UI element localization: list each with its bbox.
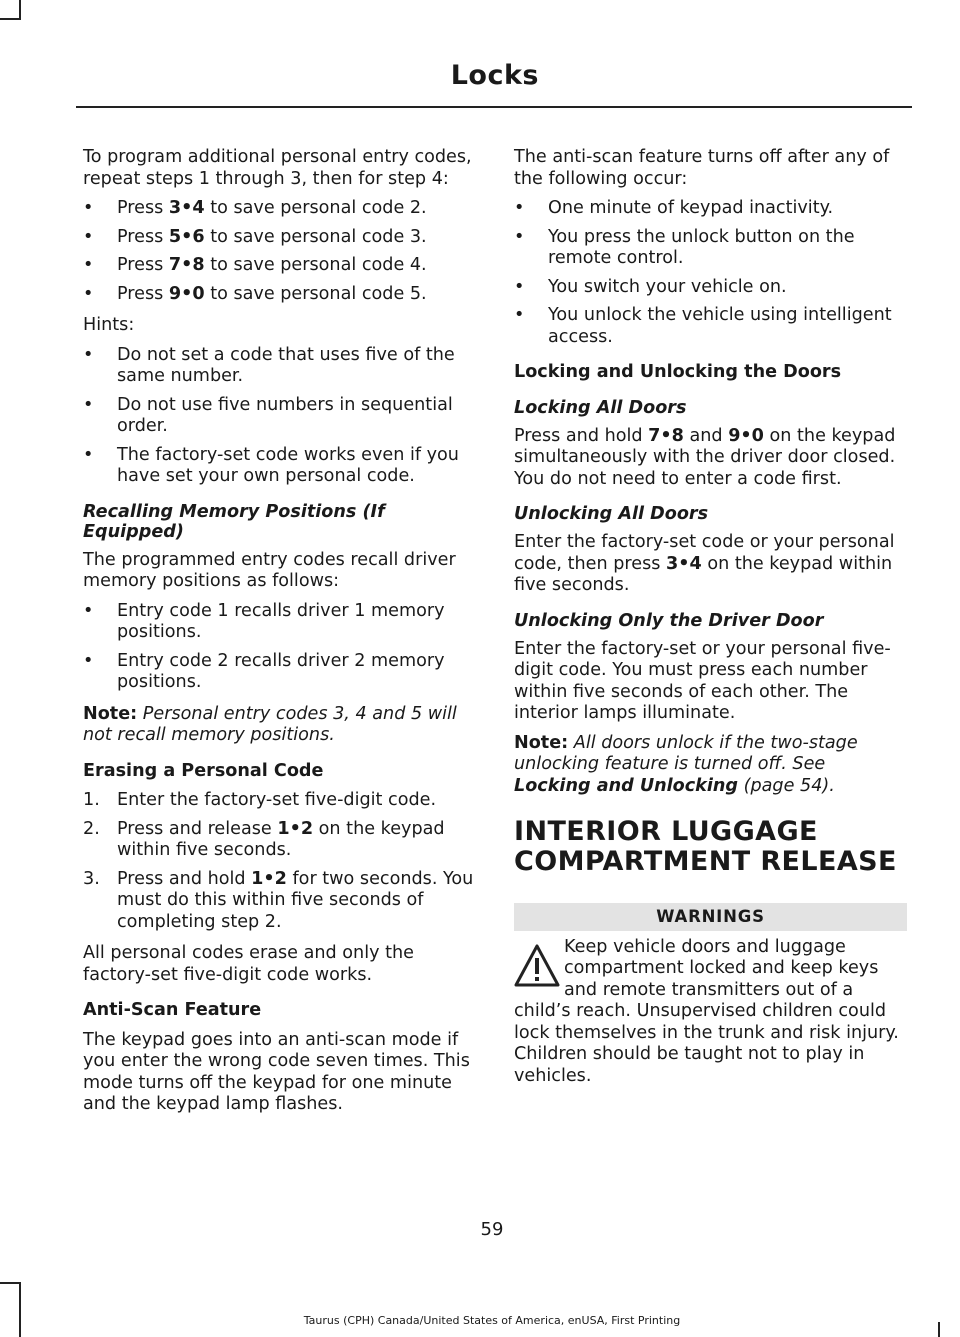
page-number: 59 [480,1219,504,1240]
warning-text: Keep vehicle doors and luggage compartment locked and keep keys and remote transmitters out of a child’s reach. Unsupervised children could lock themselves in the trunk and risk injury. Children should be taught not to play in vehicles. [514,936,899,1086]
erase-steps [83,790,478,933]
recall-heading: Recalling Memory Positions (If Equipped) [83,501,385,542]
lock-all-paragraph: Press and hold 7•8 and 9•0 on the keypad simultaneously with the driver door closed. You do not need to enter a code first. [514,425,896,489]
recall-list [83,601,478,694]
list-item: • Do not set a code that uses five of the same number. [83,345,478,388]
list-item: • You press the unlock button on the remote control. [514,227,907,270]
list-item: • The factory-set code works even if you have set your own personal code. [83,445,478,488]
list-item: • One minute of keypad inactivity. [514,198,907,220]
right-column [514,147,907,1087]
warning-box [514,937,907,1088]
keypad-key: 7•8 [168,255,205,275]
list-item: • Press 7•8 to save personal code 4. [83,255,478,277]
left-column [83,147,478,1124]
unlock-all-paragraph: Enter the factory-set code or your personal code, then press 3•4 on the keypad within five seconds. [514,532,895,595]
list-item: • Press 3•4 to save personal code 2. [83,198,478,220]
keypad-key: 1•2 [277,818,314,839]
list-item: • You unlock the vehicle using intelligent access. [514,305,907,348]
antiscan-list [514,198,907,348]
crop-mark [0,1282,21,1284]
page-header-title: Locks [450,60,539,91]
keypad-key: 7•8 [648,425,684,446]
keypad-key: 9•0 [728,425,764,446]
erase-result: All personal codes erase and only the factory-set five-digit code works. [83,943,414,985]
list-item: • Press 9•0 to save personal code 5. [83,284,478,306]
unlock-driver-paragraph: Enter the factory-set or your personal five-digit code. You must press each number within five seconds of each other. The interior lamps illuminate. [514,638,891,723]
list-item: • Do not use five numbers in sequential order. [83,395,478,438]
note-label: Note: [514,732,569,753]
lock-unlock-heading: Locking and Unlocking the Doors [514,362,842,382]
antiscan-off-paragraph: The anti-scan feature turns off after any of the following occur: [514,147,890,189]
section-title: INTERIOR LUGGAGE COMPARTMENT RELEASE [514,816,897,877]
list-item: • Entry code 1 recalls driver 1 memory positions. [83,601,478,644]
keypad-key: 3•4 [168,198,205,218]
note-text: Personal entry codes 3, 4 and 5 will not recall memory positions. [83,703,457,745]
keypad-key: 1•2 [251,868,287,889]
crop-mark [19,0,21,18]
step-item: 1. Enter the factory-set five-digit code. [83,790,437,810]
list-item: • You switch your vehicle on. [514,277,907,299]
warnings-header: WARNINGS [514,903,907,931]
intro-paragraph: To program additional personal entry codes, repeat steps 1 through 3, then for step 4: [83,147,472,189]
note-label: Note: [83,703,138,724]
cross-reference-link[interactable]: Locking and Unlocking [514,775,739,796]
lock-all-heading: Locking All Doors [514,397,687,418]
code-list [83,198,478,305]
keypad-key: 9•0 [168,283,205,304]
crop-mark [0,18,21,20]
note [83,704,478,747]
step-item: 3. Press and hold 1•2 for two seconds. You must do this within five seconds of completing step 2. [83,868,474,932]
antiscan-paragraph: The keypad goes into an anti-scan mode if you enter the wrong code seven times. This mode turns off the keypad for one minute and the keypad lamp flashes. [83,1029,470,1114]
header-rule [76,106,912,108]
erase-heading: Erasing a Personal Code [83,760,324,781]
antiscan-heading: Anti-Scan Feature [83,1000,262,1020]
unlock-all-heading: Unlocking All Doors [514,504,709,524]
warning-triangle-icon [512,941,562,993]
keypad-key: 5•6 [168,226,205,247]
list-item: • Entry code 2 recalls driver 2 memory positions. [83,651,478,694]
hints-label: Hints: [83,315,135,335]
note: Note: All doors unlock if the two-stage unlocking feature is turned off. See Locking and Unlocking (page 54). [514,732,858,796]
hints-list [83,345,478,488]
unlock-driver-heading: Unlocking Only the Driver Door [514,610,824,631]
list-item: • Press 5•6 to save personal code 3. [83,227,478,249]
recall-paragraph: The programmed entry codes recall driver memory positions as follows: [83,549,456,591]
step-item: 2. Press and release 1•2 on the keypad within five seconds. [83,818,445,860]
crop-mark [19,1282,21,1337]
footer-edition: Taurus (CPH) Canada/United States of America, enUSA, First Printing [303,1314,681,1327]
keypad-key: 3•4 [666,553,702,574]
